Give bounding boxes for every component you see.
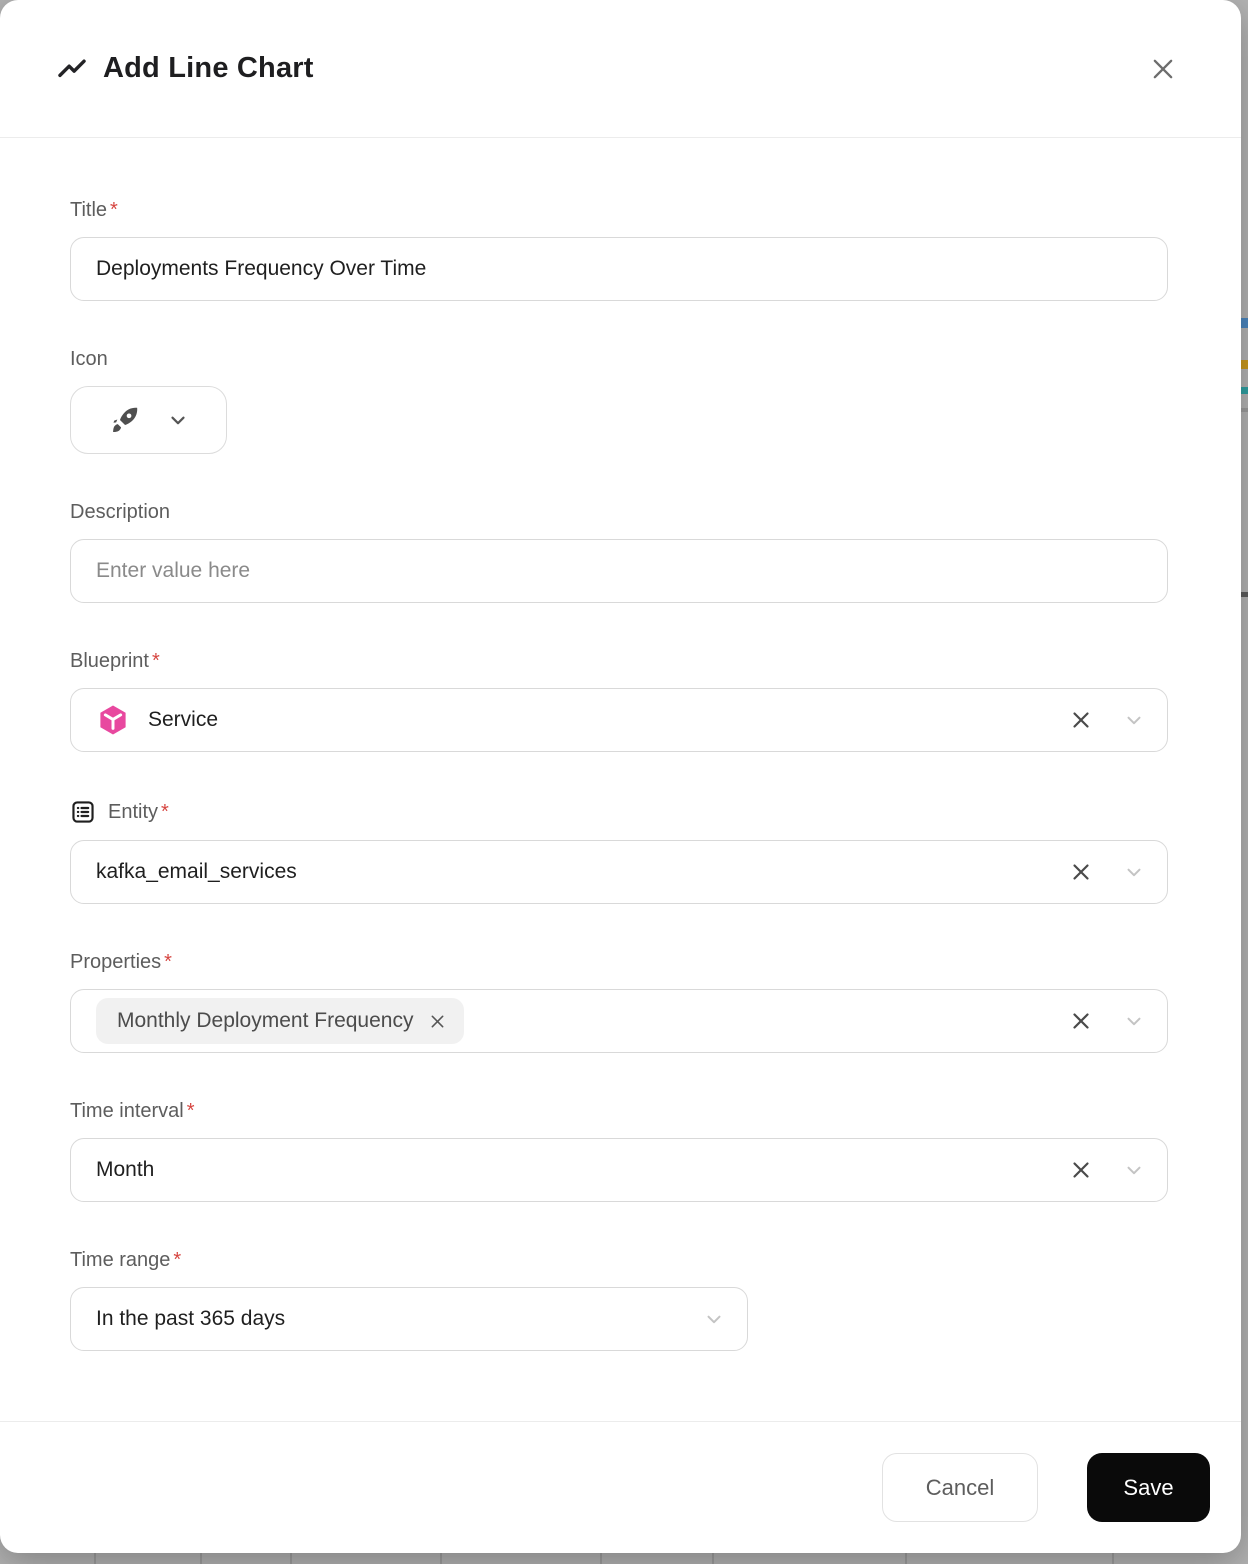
description-field-section [70,501,1168,603]
background-table-line [600,1553,602,1564]
properties-label-text: Properties [70,951,162,973]
x-clear-icon[interactable] [1069,1009,1093,1033]
background-table-line [440,1553,442,1564]
entity-label [70,799,1168,825]
title-label [70,199,1168,222]
properties-field-section [70,951,1168,1053]
time-range-field-section [70,1249,1168,1351]
x-clear-icon[interactable] [1069,1158,1093,1182]
icon-field-section [70,348,1168,454]
background-fragment [1241,592,1248,597]
required-asterisk: * [173,1249,182,1271]
icon-picker-dropdown[interactable] [70,386,227,454]
background-table-line [712,1553,714,1564]
icon-label [70,348,1168,371]
properties-label [70,951,1168,974]
blueprint-select[interactable] [70,688,1168,752]
background-table-line [200,1553,202,1564]
property-chip-label: Monthly Deployment Frequency [117,1009,414,1032]
time-interval-select[interactable] [70,1138,1168,1202]
line-chart-icon [55,52,89,86]
required-asterisk: * [164,951,172,973]
list-details-icon [70,799,96,825]
chevron-down-icon[interactable] [1123,709,1145,731]
properties-select[interactable] [70,989,1168,1053]
required-asterisk: * [151,650,160,672]
dialog-footer [0,1421,1241,1553]
background-table-line [1112,1553,1114,1564]
background-fragment [1241,408,1248,412]
time-range-label-text: Time range [70,1249,171,1271]
chevron-down-icon[interactable] [1123,1159,1145,1181]
cube-icon [96,703,130,737]
blueprint-field-section [70,650,1168,752]
x-clear-icon[interactable] [1069,860,1093,884]
entity-label-text: Entity [108,800,159,823]
background-table-line [905,1553,907,1564]
background-table-line [290,1553,292,1564]
icon-label-text: Icon [70,348,108,370]
entity-field-section [70,799,1168,904]
dialog-header [0,0,1241,138]
time-interval-value: Month [96,1158,155,1181]
time-range-select[interactable] [70,1287,748,1351]
description-input[interactable] [70,539,1168,603]
chevron-down-icon[interactable] [703,1308,725,1330]
time-range-value: In the past 365 days [96,1307,286,1330]
title-input[interactable] [70,237,1168,301]
description-label [70,501,1168,524]
required-asterisk: * [110,199,118,221]
close-icon[interactable] [1143,49,1183,89]
dialog-body [0,138,1241,1421]
background-table-line [94,1553,96,1564]
time-interval-field-section [70,1100,1168,1202]
dialog-title: Add Line Chart [103,52,314,84]
chip-remove-icon[interactable] [428,1012,447,1031]
chevron-down-icon[interactable] [1123,1010,1145,1032]
background-fragment [1241,387,1248,394]
x-clear-icon[interactable] [1069,708,1093,732]
blueprint-value: Service [148,708,219,731]
title-field-section [70,199,1168,301]
description-label-text: Description [70,501,171,523]
blueprint-label [70,650,1168,673]
property-chip [96,998,464,1044]
time-interval-label-text: Time interval [70,1100,184,1122]
entity-select[interactable] [70,840,1168,904]
time-interval-label [70,1100,1168,1123]
background-fragment [1241,318,1248,328]
entity-value: kafka_email_services [96,860,297,883]
rocket-icon [108,404,141,437]
time-range-label [70,1249,1168,1272]
cancel-button[interactable]: Cancel [882,1453,1038,1522]
required-asterisk: * [161,800,169,823]
title-label-text: Title [70,199,108,221]
chevron-down-icon [167,409,189,431]
required-asterisk: * [186,1100,195,1122]
blueprint-label-text: Blueprint [70,650,149,672]
save-button[interactable]: Save [1087,1453,1210,1522]
background-fragment [1241,360,1248,369]
chevron-down-icon[interactable] [1123,861,1145,883]
